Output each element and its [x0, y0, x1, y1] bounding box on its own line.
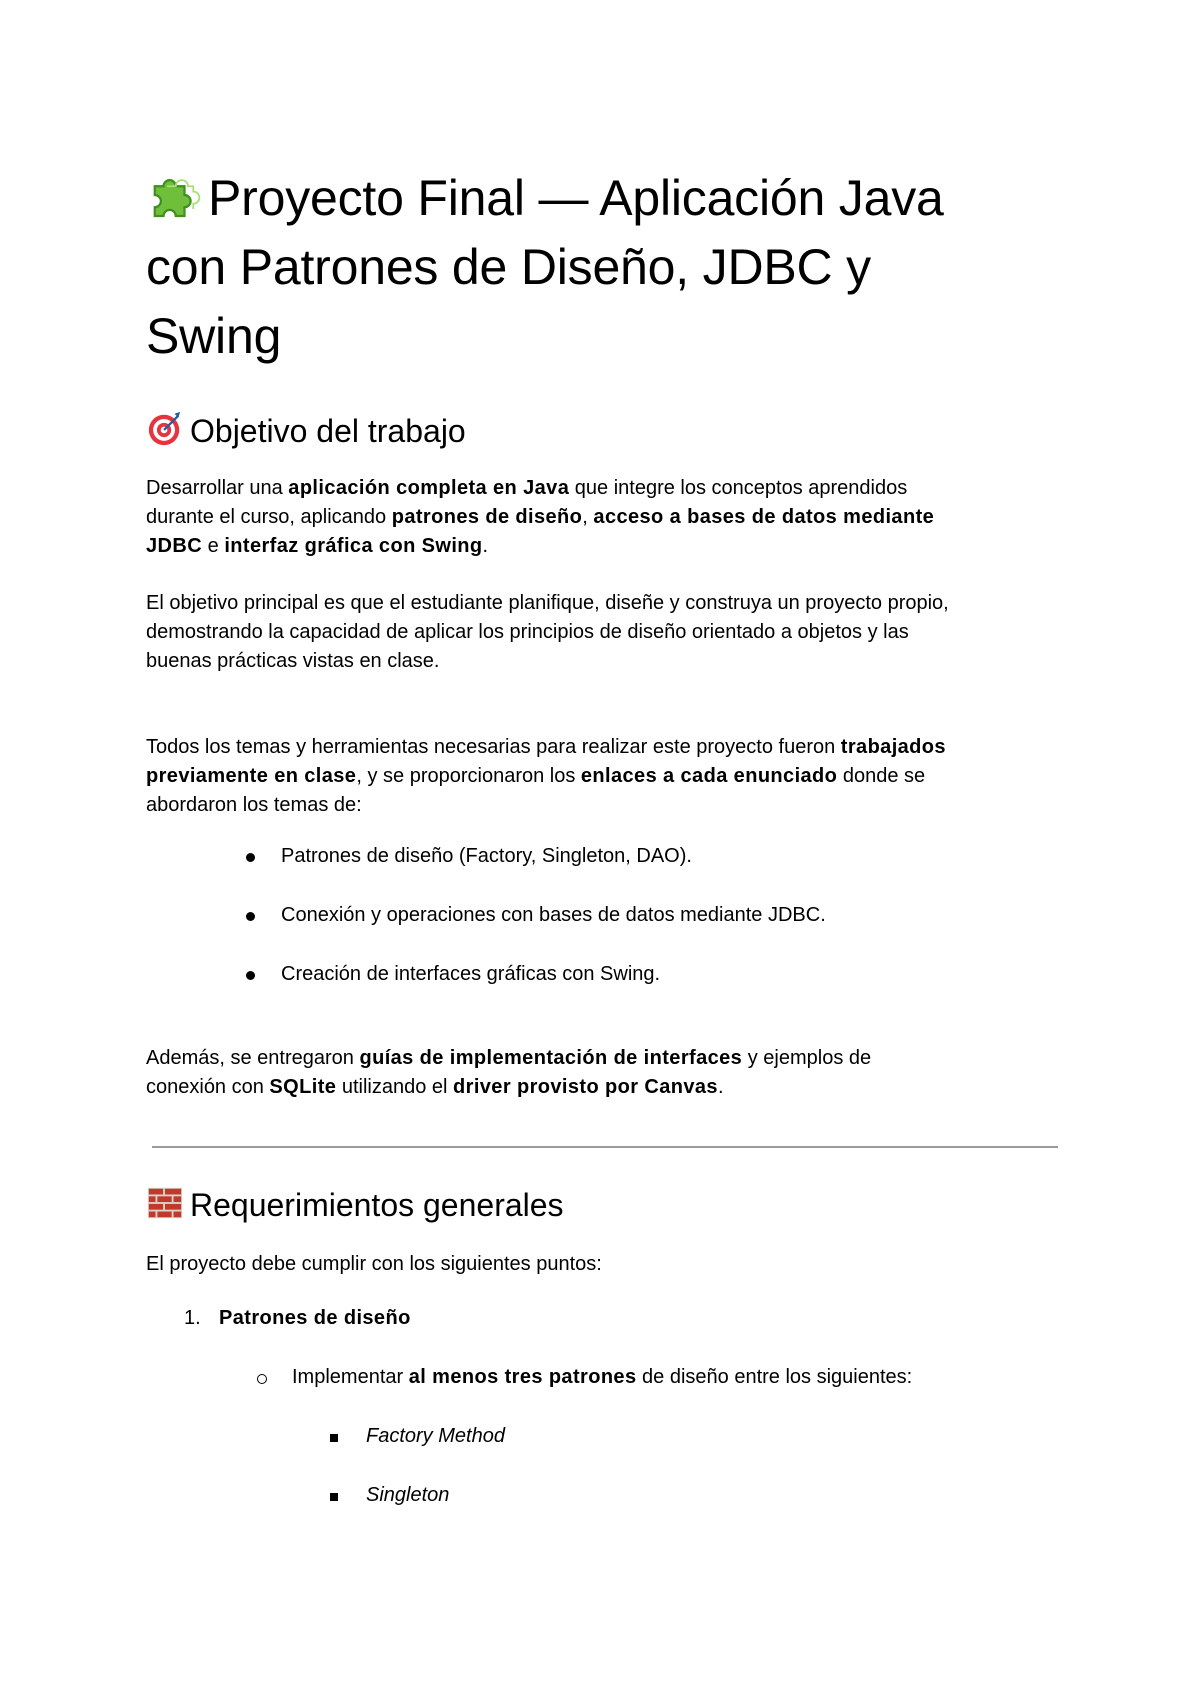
list-item [146, 842, 1066, 871]
text-run: y ejemplos de [742, 1047, 872, 1069]
list-item-text: Conexión y operaciones con bases de datos mediante JDBC. [281, 904, 826, 926]
text-run: utilizando el [336, 1076, 454, 1098]
text-run: Todos los temas y herramientas necesarias para realizar este proyecto fueron [146, 736, 841, 758]
text-run: de diseño entre los siguientes: [636, 1366, 913, 1388]
topics-list [146, 842, 1066, 1019]
text-run: . [482, 535, 489, 557]
list-item [146, 960, 1066, 989]
objetivo-paragraph-4 [146, 1044, 1066, 1102]
pattern-item [366, 1422, 505, 1451]
pattern-item [366, 1481, 449, 1510]
bold-run: Patrones de diseño [219, 1307, 411, 1329]
objetivo-paragraph-2 [146, 589, 1076, 676]
text-run: donde se [837, 765, 926, 787]
bold-run: interfaz gráfica con Swing [224, 535, 483, 557]
bold-run: acceso a bases de datos mediante [593, 506, 935, 528]
text-run: que integre los conceptos aprendidos [569, 477, 908, 499]
bold-run: enlaces a cada enunciado [580, 765, 838, 787]
puzzle-piece-icon [146, 167, 202, 223]
bullet-square [330, 1493, 338, 1501]
bullet-circle [257, 1374, 267, 1384]
text-run: Además, se entregaron [146, 1047, 360, 1069]
bullet-dot [246, 853, 255, 862]
text-run: e [202, 535, 225, 557]
text-run: conexión con [146, 1076, 270, 1098]
pattern-name: Factory Method [366, 1425, 505, 1447]
text-run: El proyecto debe cumplir con los siguientes puntos: [146, 1253, 602, 1275]
text-run: . [717, 1076, 724, 1098]
bullet-square [330, 1434, 338, 1442]
bullet-dot [246, 912, 255, 921]
text-run: durante el curso, aplicando [146, 506, 392, 528]
text-run: demostrando la capacidad de aplicar los principios de diseño orientado a objetos y las [146, 621, 909, 643]
document-title [146, 164, 1106, 371]
bold-run: trabajados [840, 736, 946, 758]
section-divider [152, 1146, 1058, 1148]
list-item [146, 901, 1066, 930]
objetivo-paragraph-3 [146, 733, 1076, 820]
section-heading-requerimientos [146, 1184, 564, 1225]
bold-run: al menos tres patrones [408, 1366, 637, 1388]
title-line-3: Swing [146, 308, 282, 364]
pattern-name: Singleton [366, 1484, 450, 1506]
title-line-2: con Patrones de Diseño, JDBC y [146, 239, 871, 295]
section-heading-objetivo [146, 410, 466, 451]
requerimientos-intro [146, 1250, 602, 1279]
bold-run: previamente en clase [146, 765, 357, 787]
title-line-1: Proyecto Final — Aplicación Java [208, 170, 944, 226]
objetivo-paragraph-1 [146, 474, 1066, 561]
text-run: , [582, 506, 594, 528]
bullet-dot [246, 971, 255, 980]
ordered-item-1-title [219, 1304, 411, 1333]
brick-wall-icon [146, 1184, 184, 1222]
text-run: abordaron los temas de: [146, 794, 362, 816]
text-run: El objetivo principal es que el estudiante planifique, diseñe y construya un proyecto propio, [146, 592, 949, 614]
list-item-text: Creación de interfaces gráficas con Swing. [281, 963, 661, 985]
text-run: buenas prácticas vistas en clase. [146, 650, 440, 672]
bold-run: SQLite [269, 1076, 337, 1098]
objetivo-heading-text: Objetivo del trabajo [190, 413, 466, 449]
bold-run: aplicación completa en Java [288, 477, 570, 499]
text-run: Implementar [292, 1366, 409, 1388]
requerimientos-heading-text: Requerimientos generales [190, 1187, 564, 1223]
text-run: Desarrollar una [146, 477, 289, 499]
sub-list-item [292, 1363, 912, 1392]
bold-run: JDBC [146, 535, 203, 557]
bold-run: guías de implementación de interfaces [359, 1047, 743, 1069]
bold-run: patrones de diseño [391, 506, 583, 528]
ordered-item-1 [184, 1304, 201, 1333]
text-run: , y se proporcionaron los [356, 765, 581, 787]
list-item-text: Patrones de diseño (Factory, Singleton, DAO). [281, 845, 692, 867]
target-icon [146, 410, 184, 448]
list-number: 1. [184, 1307, 201, 1329]
bold-run: driver provisto por Canvas [453, 1076, 718, 1098]
